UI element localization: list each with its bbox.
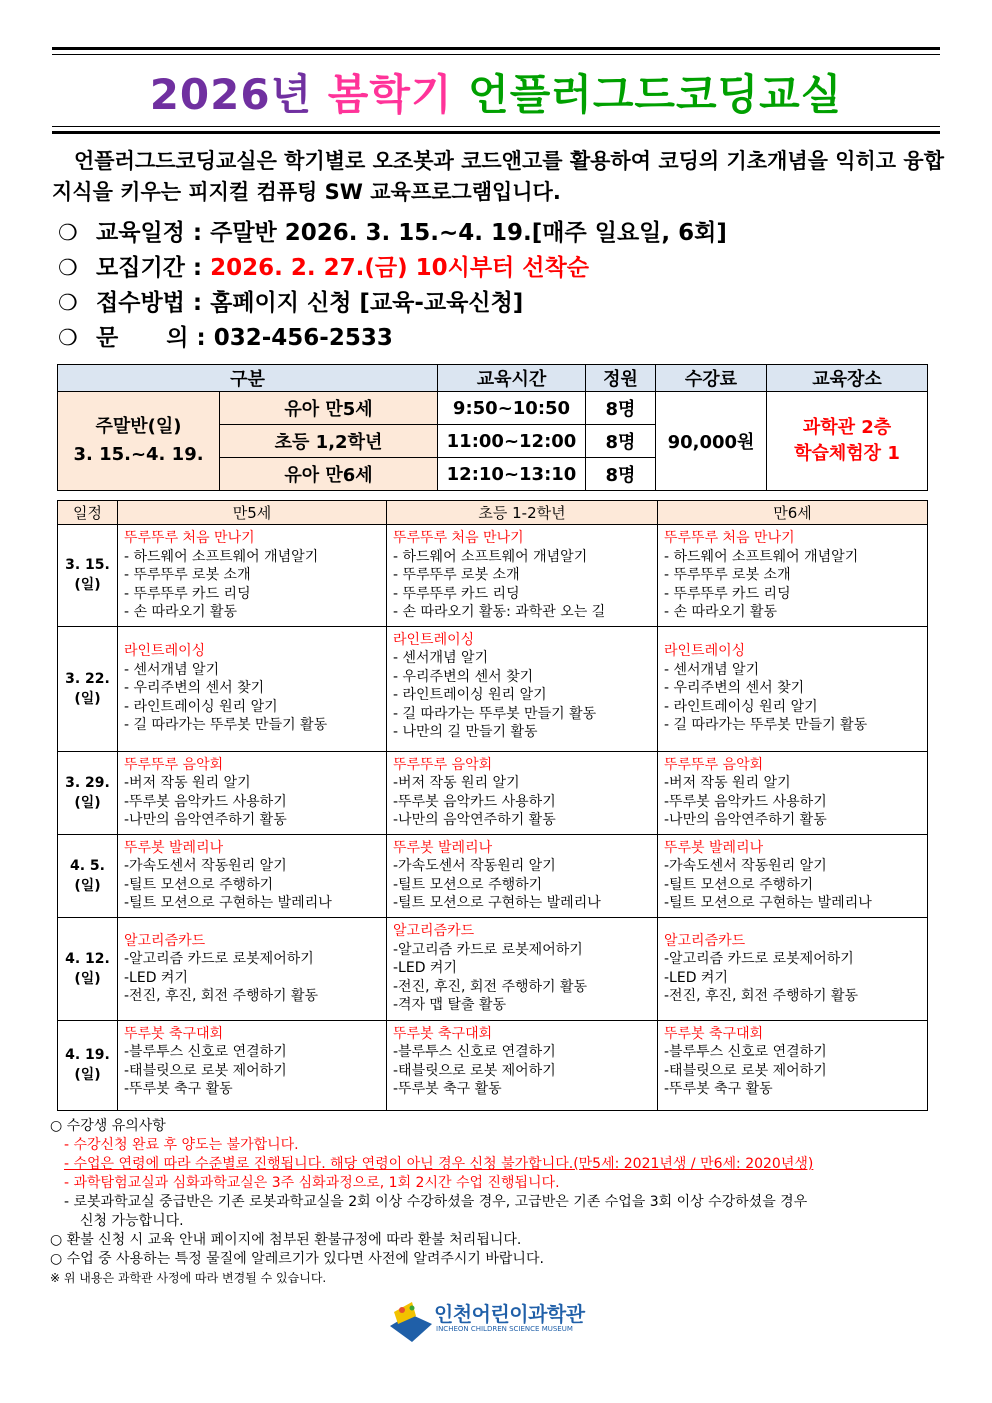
- info-apply: [58, 286, 938, 320]
- top-rule-thick: [52, 47, 940, 50]
- date-cell: [58, 626, 118, 751]
- recruit-value: 2026. 2. 27.(금) 10시부터 선착순: [210, 255, 589, 281]
- lesson-title: 뚜루봇 축구대회: [393, 1025, 493, 1042]
- date-text: (일): [74, 690, 101, 707]
- lesson-item: -뚜루봇 음악카드 사용하기: [393, 793, 556, 810]
- lesson-title: 뚜루뚜루 음악회: [393, 756, 493, 773]
- date-text: (일): [74, 877, 101, 894]
- header-col1: 만5세: [118, 501, 387, 525]
- page-title: [0, 62, 992, 122]
- lesson-item: - 라인트레이싱 원리 알기: [124, 698, 278, 715]
- lesson-item: -알고리즘 카드로 로봇제어하기: [124, 951, 314, 967]
- title-rule-thin: [52, 126, 940, 127]
- lesson-title: 알고리즘카드: [124, 932, 206, 949]
- lesson-item: -알고리즘 카드로 로봇제어하기: [664, 951, 854, 967]
- lesson-title: 라인트레이싱: [393, 631, 475, 648]
- note-advanced: - 과학탐험교실과 심화과학교실은 3주 심화과정으로, 1회 2시간 수업 진행됩니다.: [64, 1175, 560, 1191]
- lesson-item: -블루투스 신호로 연결하기: [393, 1044, 556, 1060]
- curriculum-cell: [387, 751, 658, 834]
- lesson-item: -전진, 후진, 회전 주행하기 활동: [124, 988, 319, 1004]
- notes-section: [50, 1117, 950, 1288]
- lesson-item: -태블릿으로 로봇 제어하기: [124, 1062, 287, 1079]
- group-cell: 유아 만6세: [220, 458, 438, 491]
- date-text: 3. 15.: [65, 557, 110, 574]
- lesson-title: 뚜루봇 축구대회: [664, 1025, 764, 1042]
- week-row: [58, 525, 928, 627]
- curriculum-cell: [118, 626, 387, 751]
- lesson-item: - 뚜루뚜루 카드 리딩: [124, 585, 251, 602]
- place-line2: 학습체험장 1: [794, 443, 900, 464]
- lesson-title: 알고리즘카드: [664, 932, 746, 949]
- lesson-item: - 뚜루뚜루 로봇 소개: [393, 567, 520, 583]
- lesson-item: -틸트 모션으로 구현하는 발레리나: [124, 895, 332, 911]
- lesson-item: -나만의 음악연주하기 활동: [664, 812, 827, 828]
- curriculum-cell: [658, 1020, 928, 1110]
- summary-row: [58, 392, 928, 425]
- curriculum-header-row: [58, 501, 928, 525]
- info-recruit: [58, 251, 938, 285]
- schedule-value: 주말반 2026. 3. 15.~4. 19.[매주 일요일, 6회]: [210, 220, 727, 246]
- top-rule-thin: [52, 54, 940, 55]
- note-allergy: ○ 수업 중 사용하는 특정 물질에 알레르기가 있다면 사전에 알려주시기 바랍니다.: [50, 1251, 544, 1267]
- date-text: 4. 5.: [70, 857, 105, 874]
- lesson-item: - 뚜루뚜루 로봇 소개: [664, 567, 791, 583]
- class-period: 3. 15.~4. 19.: [73, 444, 204, 465]
- lesson-item: -LED 켜기: [664, 969, 728, 986]
- recruit-label: 모집기간 :: [96, 255, 203, 281]
- lesson-item: - 센서개념 알기: [664, 661, 760, 678]
- lesson-item: -틸트 모션으로 구현하는 발레리나: [393, 895, 601, 911]
- lesson-item: -나만의 음악연주하기 활동: [124, 812, 287, 828]
- lesson-item: -버저 작동 원리 알기: [124, 775, 251, 791]
- lesson-title: 뚜루뚜루 음악회: [664, 756, 764, 773]
- lesson-title: 뚜루뚜루 처음 만나기: [393, 530, 524, 546]
- lesson-title: 라인트레이싱: [664, 643, 746, 660]
- title-name: 언플러그드코딩교실: [468, 70, 843, 119]
- week-row: [58, 834, 928, 917]
- lesson-item: - 길 따라가는 뚜루봇 만들기 활동: [664, 717, 868, 734]
- lesson-item: -전진, 후진, 회전 주행하기 활동: [393, 978, 588, 995]
- date-cell: [58, 751, 118, 834]
- date-text: 4. 12.: [65, 950, 110, 967]
- title-season: 봄학기: [327, 70, 453, 119]
- lesson-title: 뚜루뚜루 음악회: [124, 756, 224, 773]
- curriculum-cell: [387, 626, 658, 751]
- lesson-item: -블루투스 신호로 연결하기: [124, 1044, 287, 1060]
- time-cell: 12:10~13:10: [438, 458, 586, 491]
- header-capacity: 정원: [586, 365, 656, 392]
- lesson-item: -태블릿으로 로봇 제어하기: [393, 1062, 556, 1079]
- header-time: 교육시간: [438, 365, 586, 392]
- lesson-item: - 우리주변의 센서 찾기: [393, 668, 534, 685]
- lesson-item: -버저 작동 원리 알기: [393, 775, 520, 791]
- lesson-item: -틸트 모션으로 주행하기: [664, 876, 814, 893]
- lesson-item: -버저 작동 원리 알기: [664, 775, 791, 791]
- lesson-item: - 하드웨어 소프트웨어 개념알기: [664, 548, 859, 565]
- summary-header-row: [58, 365, 928, 392]
- date-text: 4. 19.: [65, 1047, 110, 1063]
- lesson-item: - 뚜루뚜루 카드 리딩: [664, 585, 791, 602]
- lesson-item: - 뚜루뚜루 카드 리딩: [393, 585, 520, 602]
- lesson-item: - 라인트레이싱 원리 알기: [664, 698, 818, 715]
- date-text: (일): [74, 970, 101, 987]
- bullet-icon: ❍: [58, 326, 78, 351]
- curriculum-cell: [118, 917, 387, 1020]
- date-text: (일): [74, 1067, 101, 1083]
- museum-logo-icon: [386, 1296, 436, 1346]
- lesson-item: -LED 켜기: [393, 960, 457, 977]
- lesson-item: - 손 따라오기 활동: [124, 604, 238, 620]
- class-cell: [58, 392, 220, 491]
- lesson-item: - 하드웨어 소프트웨어 개념알기: [124, 548, 319, 565]
- capacity-cell: 8명: [586, 392, 656, 425]
- lesson-item: -가속도센서 작동원리 알기: [664, 858, 827, 874]
- lesson-title: 라인트레이싱: [124, 643, 206, 660]
- lesson-item: -나만의 음악연주하기 활동: [393, 812, 556, 828]
- note-transfer: - 수강신청 완료 후 양도는 불가합니다.: [64, 1137, 299, 1153]
- note-refund: ○ 환불 신청 시 교육 안내 페이지에 첨부된 환불규정에 따라 환불 처리됩니다.: [50, 1232, 522, 1248]
- lesson-item: - 길 따라가는 뚜루봇 만들기 활동: [124, 717, 328, 734]
- date-cell: [58, 1020, 118, 1110]
- header-col3: 만6세: [658, 501, 928, 525]
- curriculum-cell: [118, 525, 387, 627]
- lesson-item: -전진, 후진, 회전 주행하기 활동: [664, 988, 859, 1004]
- note-change: ※ 위 내용은 과학관 사정에 따라 변경될 수 있습니다.: [50, 1271, 327, 1285]
- place-line1: 과학관 2층: [802, 417, 892, 438]
- lesson-item: -뚜루봇 음악카드 사용하기: [124, 793, 287, 810]
- title-year: 2026년: [149, 70, 313, 119]
- lesson-item: - 길 따라가는 뚜루봇 만들기 활동: [393, 705, 597, 722]
- note-robot-class: - 로봇과학교실 중급반은 기존 로봇과학교실을 2회 이상 수강하셨을 경우, 고급반은 기존 수업을 3회 이상 수강하셨을 경우: [64, 1194, 808, 1210]
- lesson-title: 뚜루뚜루 처음 만나기: [664, 530, 795, 546]
- lesson-item: -틸트 모션으로 주행하기: [124, 876, 274, 893]
- lesson-title: 알고리즘카드: [393, 923, 475, 940]
- header-date: 일정: [58, 501, 118, 525]
- lesson-item: -틸트 모션으로 구현하는 발레리나: [664, 895, 872, 911]
- lesson-item: -가속도센서 작동원리 알기: [393, 858, 556, 874]
- title-rule-thick: [52, 131, 940, 134]
- intro-paragraph: 언플러그드코딩교실은 학기별로 오조봇과 코드앤고를 활용하여 코딩의 기초개념을 익히고 융합지식을 키우는 피지컬 컴퓨팅 SW 교육프로그램입니다.: [52, 149, 944, 204]
- lesson-item: - 센서개념 알기: [393, 650, 489, 666]
- contact-label: 문 의 :: [96, 325, 206, 351]
- lesson-title: 뚜루봇 발레리나: [124, 839, 224, 856]
- week-row: [58, 1020, 928, 1110]
- lesson-title: 뚜루봇 발레리나: [393, 839, 493, 856]
- info-schedule: [58, 216, 938, 250]
- lesson-item: - 하드웨어 소프트웨어 개념알기: [393, 548, 588, 565]
- curriculum-cell: [658, 834, 928, 917]
- schedule-label: 교육일정 :: [96, 220, 203, 246]
- lesson-item: -알고리즘 카드로 로봇제어하기: [393, 941, 583, 958]
- lesson-title: 뚜루봇 발레리나: [664, 839, 764, 856]
- notes-heading: ○ 수강생 유의사항: [50, 1118, 166, 1134]
- date-cell: [58, 834, 118, 917]
- lesson-item: - 손 따라오기 활동: 과학관 오는 길: [393, 604, 606, 620]
- lesson-item: -LED 켜기: [124, 969, 188, 986]
- group-cell: 초등 1,2학년: [220, 425, 438, 458]
- capacity-cell: 8명: [586, 458, 656, 491]
- curriculum-table: [57, 500, 928, 1111]
- curriculum-cell: [118, 1020, 387, 1110]
- header-col2: 초등 1-2학년: [387, 501, 658, 525]
- lesson-item: - 뚜루뚜루 로봇 소개: [124, 567, 251, 583]
- lesson-item: - 라인트레이싱 원리 알기: [393, 687, 547, 703]
- group-cell: 유아 만5세: [220, 392, 438, 425]
- apply-value: 홈페이지 신청 [교육-교육신청]: [210, 290, 524, 316]
- capacity-cell: 8명: [586, 425, 656, 458]
- lesson-item: -틸트 모션으로 주행하기: [393, 876, 543, 893]
- date-cell: [58, 917, 118, 1020]
- curriculum-cell: [387, 525, 658, 627]
- lesson-item: - 우리주변의 센서 찾기: [124, 680, 265, 697]
- date-cell: [58, 525, 118, 627]
- lesson-item: -뚜루봇 축구 활동: [664, 1081, 773, 1097]
- bullet-icon: ❍: [58, 291, 78, 316]
- contact-value: 032-456-2533: [213, 325, 393, 351]
- date-text: (일): [74, 794, 101, 811]
- lesson-item: - 센서개념 알기: [124, 661, 220, 678]
- class-name: 주말반(일): [95, 416, 182, 437]
- lesson-item: - 손 따라오기 활동: [664, 604, 778, 620]
- curriculum-cell: [118, 751, 387, 834]
- lesson-item: -격자 맵 탈출 활동: [393, 997, 507, 1014]
- lesson-item: -태블릿으로 로봇 제어하기: [664, 1062, 827, 1079]
- lesson-item: - 우리주변의 센서 찾기: [664, 680, 805, 697]
- curriculum-cell: [658, 525, 928, 627]
- bullet-icon: ❍: [58, 221, 78, 246]
- lesson-item: -뚜루봇 음악카드 사용하기: [664, 793, 827, 810]
- date-text: 3. 29.: [65, 774, 110, 791]
- lesson-item: -가속도센서 작동원리 알기: [124, 858, 287, 874]
- date-text: (일): [74, 577, 101, 594]
- curriculum-cell: [387, 1020, 658, 1110]
- week-row: [58, 626, 928, 751]
- lesson-item: -뚜루봇 축구 활동: [124, 1081, 233, 1097]
- header-place: 교육장소: [767, 365, 928, 392]
- apply-label: 접수방법 :: [96, 290, 203, 316]
- curriculum-cell: [118, 834, 387, 917]
- lesson-title: 뚜루봇 축구대회: [124, 1025, 224, 1042]
- time-cell: 9:50~10:50: [438, 392, 586, 425]
- museum-logo-subtext: INCHEON CHILDREN SCIENCE MUSEUM: [436, 1325, 573, 1333]
- header-category: 구분: [58, 365, 438, 392]
- bullet-icon: ❍: [58, 256, 78, 281]
- time-cell: 11:00~12:00: [438, 425, 586, 458]
- note-level: - 수업은 연령에 따라 수준별로 진행됩니다. 해당 연령이 아닌 경우 신청 불가합니다.(만5세: 2021년생 / 만6세: 2020년생): [64, 1156, 814, 1172]
- info-contact: [58, 321, 938, 355]
- curriculum-cell: [658, 917, 928, 1020]
- week-row: [58, 917, 928, 1020]
- week-row: [58, 751, 928, 834]
- lesson-item: -블루투스 신호로 연결하기: [664, 1044, 827, 1060]
- curriculum-cell: [387, 834, 658, 917]
- curriculum-cell: [387, 917, 658, 1020]
- lesson-item: -뚜루봇 축구 활동: [393, 1081, 502, 1097]
- fee-cell: 90,000원: [656, 392, 767, 491]
- date-text: 3. 22.: [65, 670, 110, 687]
- museum-logo-text: 인천어린이과학관: [434, 1302, 585, 1326]
- curriculum-cell: [658, 626, 928, 751]
- lesson-title: 뚜루뚜루 처음 만나기: [124, 530, 255, 546]
- curriculum-cell: [658, 751, 928, 834]
- note-robot-class-cont: 신청 가능합니다.: [80, 1213, 184, 1229]
- header-fee: 수강료: [656, 365, 767, 392]
- summary-table: [57, 364, 928, 491]
- place-cell: [767, 392, 928, 491]
- lesson-item: - 나만의 길 만들기 활동: [393, 724, 538, 740]
